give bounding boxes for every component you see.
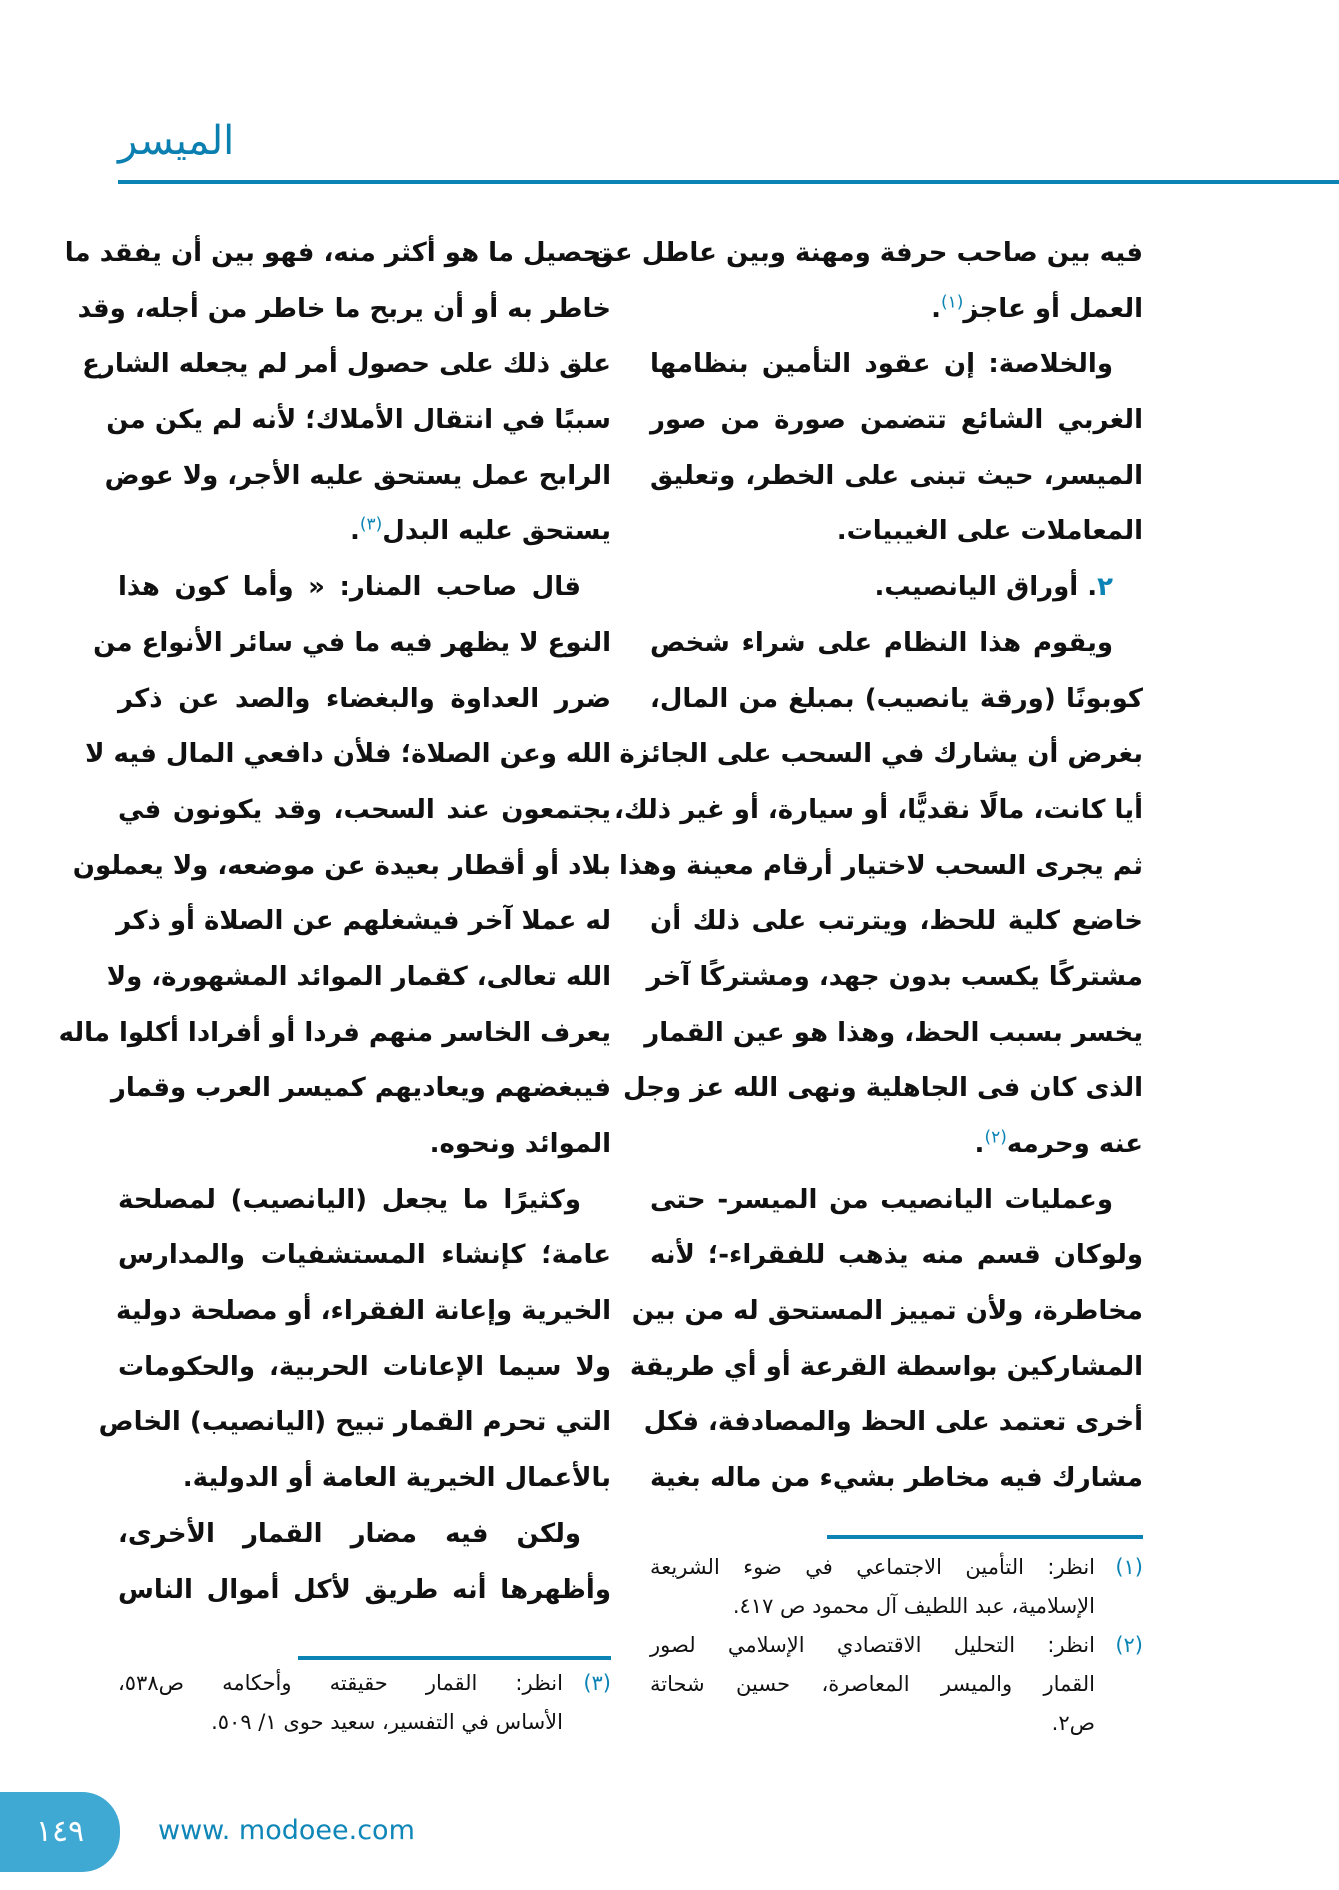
line-text: ولا سيما الإعانات الحربية، والحكومات [118, 1351, 611, 1382]
text-line [118, 1117, 611, 1173]
footnote-divider-left [298, 1656, 611, 1660]
text-line [98, 1395, 611, 1451]
line-text: يعرف الخاسر منهم فردا أو أفرادا أكلوا ماله [58, 1017, 611, 1048]
text-line [93, 616, 611, 672]
line-text: فيه بين صاحب حرفة ومهنة وبين عاطل عن [591, 238, 1143, 268]
line-text: التي تحرم القمار تبيح (اليانصيب) الخاص [98, 1407, 611, 1438]
text-line [650, 1451, 1143, 1507]
line-tail: . [349, 516, 360, 547]
text-line [650, 282, 1143, 338]
line-text: الرابح عمل يستحق عليه الأجر، ولا عوض [104, 460, 611, 491]
text-line [650, 560, 1143, 616]
line-text: علق ذلك على حصول أمر لم يجعله الشارع [82, 349, 611, 380]
footnote-line [650, 1665, 1143, 1704]
footnote-line [650, 1704, 1143, 1743]
text-line [77, 282, 611, 338]
text-line [106, 950, 611, 1006]
line-text: ولوكان قسم منه يذهب للفقراء-؛ لأنه [650, 1240, 1143, 1271]
text-line [650, 894, 1143, 950]
line-text: قال صاحب المنار: « وأما كون هذا [118, 572, 581, 603]
text-column-right [591, 226, 1143, 1507]
text-line [613, 783, 1143, 839]
text-line [631, 1284, 1143, 1340]
line-text: وأظهرها أنه طريق لأكل أموال الناس [118, 1574, 611, 1605]
line-text: الله تعالى، كقمار الموائد المشهورة، ولا [106, 961, 611, 992]
footnote-text: الأساس في التفسير، سعيد حوى ١/ ٥٠٩. [211, 1710, 563, 1734]
line-text: الخيرية وإعانة الفقراء، أو مصلحة دولية [115, 1296, 611, 1327]
footnote-number [563, 1703, 611, 1742]
line-text: تحصيل ما هو أكثر منه، فهو بين أن يفقد ما [64, 238, 611, 268]
text-line [118, 504, 611, 560]
footnote-line [650, 1548, 1143, 1587]
line-text: ولكن فيه مضار القمار الأخرى، [118, 1518, 581, 1549]
text-line [118, 1173, 611, 1229]
line-text: مشارك فيه مخاطر بشيء من ماله بغية [650, 1463, 1143, 1494]
line-text: النوع لا يظهر فيه ما في سائر الأنواع من [93, 627, 611, 658]
text-line [104, 449, 611, 505]
line-text: أخرى تعتمد على الحظ والمصادفة، فكل [643, 1407, 1143, 1438]
line-text: بلاد أو أقطار بعيدة عن موضعه، ولا يعملون [72, 850, 611, 881]
line-text: يخسر بسبب الحظ، وهذا هو عين القمار [644, 1017, 1143, 1048]
text-line [629, 1340, 1143, 1396]
text-line [118, 1451, 611, 1507]
line-tail: . [931, 293, 941, 324]
line-text: فيبغضهم ويعاديهم كميسر العرب وقمار [110, 1073, 611, 1104]
footnote-text: القمار والميسر المعاصرة، حسين شحاتة [650, 1672, 1095, 1696]
line-text: المشاركين بواسطة القرعة أو أي طريقة [629, 1351, 1143, 1382]
text-line [618, 839, 1143, 895]
footnote-number [1095, 1665, 1143, 1704]
line-text: ويقوم هذا النظام على شراء شخص [650, 627, 1113, 658]
line-text: العمل أو عاجز [963, 293, 1143, 324]
text-line [644, 1006, 1143, 1062]
text-line [118, 1228, 611, 1284]
text-line [118, 894, 611, 950]
page-number: ١٤٩ [0, 1792, 120, 1872]
line-text: عامة؛ كإنشاء المستشفيات والمدارس [118, 1240, 611, 1271]
text-line [72, 839, 611, 895]
text-line [106, 393, 611, 449]
text-line [118, 560, 611, 616]
line-text: ضرر العداوة والبغضاء والصد عن ذكر [118, 683, 611, 714]
footnotes-left [118, 1664, 611, 1742]
line-tail: . [974, 1129, 985, 1159]
footnote-number: (٣) [583, 1671, 611, 1695]
text-line [619, 727, 1143, 783]
line-text: والخلاصة: إن عقود التأمين بنظامها [650, 349, 1113, 380]
text-line [650, 1173, 1143, 1229]
line-text: وكثيرًا ما يجعل (اليانصيب) لمصلحة [118, 1184, 581, 1215]
line-text: يستحق عليه البدل [382, 516, 611, 547]
footnote-number: (١) [1115, 1555, 1143, 1579]
line-text: المعاملات على الغيبيات. [836, 516, 1143, 547]
footnote-line [650, 1587, 1143, 1626]
text-line [118, 672, 611, 728]
footnote-number [1095, 1587, 1143, 1626]
line-text: الميسر، حيث تبنى على الخطر، وتعليق [650, 460, 1143, 491]
text-line [118, 1563, 611, 1619]
line-text: بالأعمال الخيرية العامة أو الدولية. [182, 1463, 611, 1494]
text-line [623, 1061, 1143, 1117]
text-line [650, 504, 1143, 560]
text-line [118, 1340, 611, 1396]
text-line [650, 1228, 1143, 1284]
line-text: أيا كانت، مالًا نقديًّا، أو سيارة، أو غير ذلك، [613, 794, 1143, 825]
line-text: ثم يجرى السحب لاختيار أرقام معينة وهذا [618, 850, 1143, 881]
footnote-text: انظر: القمار حقيقته وأحكامه ص٥٣٨، [118, 1671, 563, 1695]
footnote-text: انظر: التحليل الاقتصادي الإسلامي لصور [650, 1633, 1095, 1657]
text-line [64, 226, 611, 282]
footnote-line [118, 1703, 611, 1742]
footnote-reference: (٢) [984, 1127, 1007, 1148]
line-text: يجتمعون عند السحب، وقد يكونون في [118, 794, 611, 825]
line-text: . أوراق اليانصيب. [874, 572, 1098, 603]
line-text: الغربي الشائع تتضمن صورة من صور [650, 405, 1143, 436]
text-column-left [58, 226, 611, 1618]
line-text: خاضع كلية للحظ، ويترتب على ذلك أن [650, 906, 1143, 937]
text-line [118, 1507, 611, 1563]
website-link[interactable]: www. modoee.com [158, 1815, 415, 1846]
footnote-text: الإسلامية، عبد اللطيف آل محمود ص ٤١٧. [732, 1594, 1095, 1618]
text-line [591, 226, 1143, 282]
footnote-line [118, 1664, 611, 1703]
text-line [58, 1006, 611, 1062]
footnotes-right [650, 1548, 1143, 1743]
text-line [82, 337, 611, 393]
text-line [115, 1284, 611, 1340]
footnote-number: (٢) [1115, 1633, 1143, 1657]
footnote-text: انظر: التأمين الاجتماعي في ضوء الشريعة [650, 1555, 1095, 1579]
line-text: الله وعن الصلاة؛ فلأن دافعي المال فيه لا [85, 739, 611, 770]
line-text: الذى كان فى الجاهلية ونهى الله عز وجل [623, 1073, 1143, 1104]
text-line [643, 1395, 1143, 1451]
text-line [650, 393, 1143, 449]
line-text: كوبونًا (ورقة يانصيب) بمبلغ من المال، [650, 683, 1143, 714]
footnote-divider-right [827, 1535, 1143, 1539]
line-text: بغرض أن يشارك في السحب على الجائزة [619, 739, 1143, 770]
text-line [650, 616, 1143, 672]
header-divider [118, 180, 1339, 184]
running-header-title: الميسر [118, 118, 235, 164]
footnote-reference: (١) [940, 292, 964, 313]
text-line [650, 672, 1143, 728]
text-line [646, 950, 1143, 1006]
text-line [85, 727, 611, 783]
text-line [650, 1117, 1143, 1173]
footnote-number [1095, 1704, 1143, 1743]
text-line [110, 1061, 611, 1117]
footnote-text: ص٢. [1051, 1711, 1095, 1735]
footnote-reference: (٣) [359, 514, 383, 535]
line-text: خاطر به أو أن يربح ما خاطر من أجله، وقد [77, 293, 611, 324]
line-text: له عملا آخر فيشغلهم عن الصلاة أو ذكر [116, 906, 611, 937]
line-text: مشتركًا يكسب بدون جهد، ومشتركًا آخر [646, 961, 1143, 992]
text-line [118, 783, 611, 839]
text-line [650, 337, 1143, 393]
text-line [650, 449, 1143, 505]
line-text: الموائد ونحوه. [429, 1129, 611, 1159]
section-number: ٢ [1097, 572, 1113, 603]
line-text: عنه وحرمه [1006, 1129, 1143, 1159]
line-text: مخاطرة، ولأن تمييز المستحق له من بين [631, 1296, 1143, 1327]
footnote-line [650, 1626, 1143, 1665]
line-text: سببًا في انتقال الأملاك؛ لأنه لم يكن من [106, 405, 611, 436]
line-text: وعمليات اليانصيب من الميسر- حتى [650, 1184, 1113, 1215]
